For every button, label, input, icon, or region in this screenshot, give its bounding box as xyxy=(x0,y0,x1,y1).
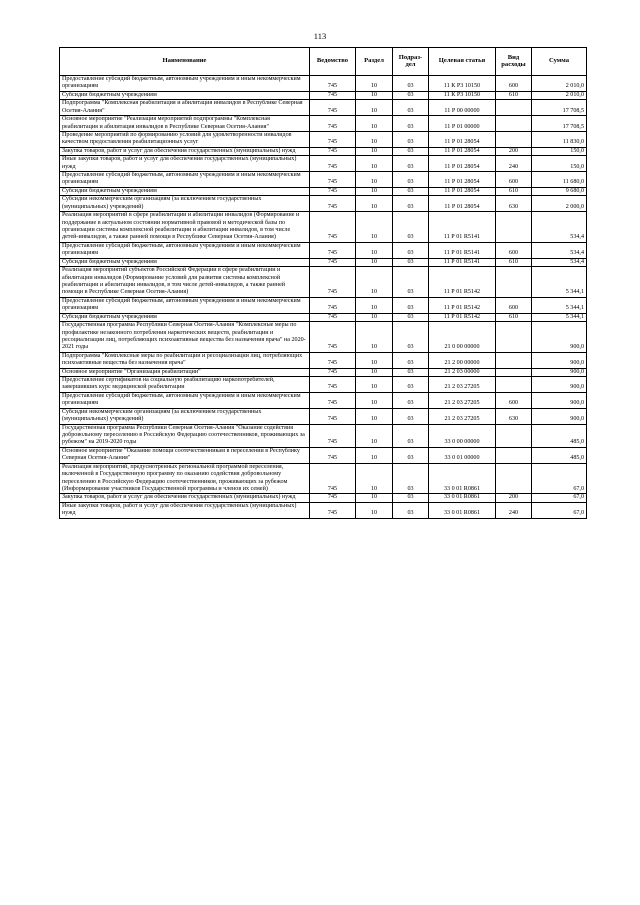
row-subsection: 03 xyxy=(393,392,429,408)
row-dept: 745 xyxy=(310,502,356,518)
row-name: Подпрограмма "Комплексная реабилитация и абилитация инвалидов в Республике Северная Осетия-Алания" xyxy=(60,100,310,116)
table-body xyxy=(60,76,587,519)
row-dept: 745 xyxy=(310,258,356,266)
row-expense-type xyxy=(496,100,532,116)
row-section: 10 xyxy=(356,408,393,424)
header-subsection: Подраз-дел xyxy=(393,48,429,76)
table-row xyxy=(60,187,587,195)
row-amount: 17 708,5 xyxy=(532,100,587,116)
row-target: 11 Р 01 28054 xyxy=(429,156,496,172)
header-name: Наименование xyxy=(60,48,310,76)
row-expense-type: 200 xyxy=(496,147,532,155)
table-row xyxy=(60,392,587,408)
row-section: 10 xyxy=(356,424,393,447)
row-target: 11 Р 01 R5141 xyxy=(429,258,496,266)
row-name: Предоставление субсидий бюджетным, автономным учреждениям и иным некоммерческим организациям xyxy=(60,392,310,408)
row-section: 10 xyxy=(356,297,393,313)
row-dept: 745 xyxy=(310,313,356,321)
row-target: 21 0 00 00000 xyxy=(429,322,496,353)
row-section: 10 xyxy=(356,187,393,195)
row-section: 10 xyxy=(356,100,393,116)
table-row xyxy=(60,377,587,393)
table-row xyxy=(60,494,587,502)
row-dept: 745 xyxy=(310,76,356,92)
row-target: 11 Р 01 28054 xyxy=(429,131,496,147)
row-dept: 745 xyxy=(310,377,356,393)
page-number: 113 xyxy=(313,31,327,41)
header-amount: Сумма xyxy=(532,48,587,76)
table-row xyxy=(60,147,587,155)
row-expense-type: 600 xyxy=(496,392,532,408)
row-dept: 745 xyxy=(310,494,356,502)
table-row xyxy=(60,502,587,518)
row-dept: 745 xyxy=(310,156,356,172)
row-subsection: 03 xyxy=(393,131,429,147)
row-dept: 745 xyxy=(310,172,356,188)
row-name: Предоставление субсидий бюджетным, автономным учреждениям и иным некоммерческим организациям xyxy=(60,242,310,258)
row-name: Закупка товаров, работ и услуг для обеспечения государственных (муниципальных) нужд xyxy=(60,494,310,502)
row-target: 11 К Р3 10150 xyxy=(429,76,496,92)
table-header-row xyxy=(60,48,587,76)
row-dept: 745 xyxy=(310,392,356,408)
row-expense-type: 630 xyxy=(496,196,532,212)
row-dept: 745 xyxy=(310,212,356,243)
row-amount: 67,0 xyxy=(532,502,587,518)
row-target: 33 0 01 R0861 xyxy=(429,494,496,502)
row-amount: 534,4 xyxy=(532,212,587,243)
row-dept: 745 xyxy=(310,463,356,494)
row-target: 11 Р 01 R5141 xyxy=(429,212,496,243)
row-subsection: 03 xyxy=(393,76,429,92)
row-section: 10 xyxy=(356,352,393,368)
row-subsection: 03 xyxy=(393,408,429,424)
row-dept: 745 xyxy=(310,147,356,155)
header-section: Раздел xyxy=(356,48,393,76)
row-dept: 745 xyxy=(310,424,356,447)
row-amount: 485,0 xyxy=(532,424,587,447)
row-subsection: 03 xyxy=(393,156,429,172)
row-amount: 67,0 xyxy=(532,463,587,494)
row-subsection: 03 xyxy=(393,242,429,258)
row-dept: 745 xyxy=(310,447,356,463)
row-subsection: 03 xyxy=(393,297,429,313)
row-subsection: 03 xyxy=(393,147,429,155)
row-target: 33 0 00 00000 xyxy=(429,424,496,447)
row-subsection: 03 xyxy=(393,502,429,518)
row-name: Предоставление сертификатов на социальную реабилитацию наркопотребителей, завершивших курс медицинской реабилитации xyxy=(60,377,310,393)
row-expense-type xyxy=(496,352,532,368)
row-amount: 485,0 xyxy=(532,447,587,463)
row-dept: 745 xyxy=(310,297,356,313)
row-name: Реализация мероприятий в сфере реабилитации и абилитации инвалидов (Формирование и поддержание в актуальном состоянии нормативной правовой и методической базы по организации системы комплексной реабилитации и абилитации инвалидов, в том числе детей-инвалидов, а также ранней помощи в Республике Северная Осетия-Алания) xyxy=(60,212,310,243)
table-row xyxy=(60,424,587,447)
row-expense-type xyxy=(496,377,532,393)
row-section: 10 xyxy=(356,258,393,266)
row-target: 33 0 01 R0861 xyxy=(429,502,496,518)
row-target: 21 2 03 00000 xyxy=(429,368,496,376)
row-name: Субсидии бюджетным учреждениям xyxy=(60,187,310,195)
row-section: 10 xyxy=(356,494,393,502)
row-amount: 11 680,0 xyxy=(532,172,587,188)
header-dept: Ведомство xyxy=(310,48,356,76)
row-section: 10 xyxy=(356,196,393,212)
row-dept: 745 xyxy=(310,91,356,99)
row-name: Иные закупки товаров, работ и услуг для обеспечения государственных (муниципальных) нужд xyxy=(60,156,310,172)
row-name: Государственная программа Республики Северная Осетия-Алания "Оказание содействия добровольному переселению в Российскую Федерацию соотечественников, проживающих за рубежом" на 2019-2020 годы xyxy=(60,424,310,447)
row-amount: 2 010,0 xyxy=(532,91,587,99)
row-section: 10 xyxy=(356,156,393,172)
row-amount: 150,0 xyxy=(532,156,587,172)
table-row xyxy=(60,322,587,353)
row-amount: 11 830,0 xyxy=(532,131,587,147)
row-amount: 150,0 xyxy=(532,147,587,155)
row-expense-type xyxy=(496,116,532,132)
row-dept: 745 xyxy=(310,131,356,147)
row-target: 11 К Р3 10150 xyxy=(429,91,496,99)
row-target: 33 0 01 00000 xyxy=(429,447,496,463)
row-amount: 900,0 xyxy=(532,392,587,408)
row-amount: 900,0 xyxy=(532,352,587,368)
row-name: Предоставление субсидий бюджетным, автономным учреждениям и иным некоммерческим организациям xyxy=(60,76,310,92)
table-row xyxy=(60,463,587,494)
row-subsection: 03 xyxy=(393,463,429,494)
row-amount: 67,0 xyxy=(532,494,587,502)
row-expense-type xyxy=(496,368,532,376)
row-dept: 745 xyxy=(310,187,356,195)
row-name: Субсидии некоммерческим организациям (за исключением государственных (муниципальных) учреждений) xyxy=(60,196,310,212)
row-section: 10 xyxy=(356,322,393,353)
row-name: Основное мероприятие "Оказание помощи соотечественникам в переселении в Республику Северная Осетия-Алания" xyxy=(60,447,310,463)
row-expense-type: 600 xyxy=(496,172,532,188)
table-row xyxy=(60,91,587,99)
header-target: Целевая статья xyxy=(429,48,496,76)
row-name: Предоставление субсидий бюджетным, автономным учреждениям и иным некоммерческим организациям xyxy=(60,297,310,313)
row-subsection: 03 xyxy=(393,352,429,368)
row-expense-type xyxy=(496,463,532,494)
row-section: 10 xyxy=(356,212,393,243)
row-subsection: 03 xyxy=(393,377,429,393)
row-expense-type: 610 xyxy=(496,313,532,321)
row-dept: 745 xyxy=(310,368,356,376)
row-amount: 534,4 xyxy=(532,258,587,266)
row-section: 10 xyxy=(356,267,393,298)
row-subsection: 03 xyxy=(393,368,429,376)
row-subsection: 03 xyxy=(393,172,429,188)
row-target: 11 Р 01 R5142 xyxy=(429,297,496,313)
row-dept: 745 xyxy=(310,322,356,353)
row-name: Субсидии некоммерческим организациям (за исключением государственных (муниципальных) учреждений) xyxy=(60,408,310,424)
table-row xyxy=(60,212,587,243)
row-expense-type xyxy=(496,267,532,298)
row-section: 10 xyxy=(356,242,393,258)
row-expense-type: 600 xyxy=(496,242,532,258)
table-row xyxy=(60,242,587,258)
row-expense-type: 200 xyxy=(496,494,532,502)
row-section: 10 xyxy=(356,116,393,132)
row-section: 10 xyxy=(356,463,393,494)
row-name: Субсидии бюджетным учреждениям xyxy=(60,91,310,99)
table-row xyxy=(60,313,587,321)
row-section: 10 xyxy=(356,313,393,321)
row-target: 11 Р 01 28054 xyxy=(429,187,496,195)
row-subsection: 03 xyxy=(393,91,429,99)
row-section: 10 xyxy=(356,91,393,99)
row-subsection: 03 xyxy=(393,447,429,463)
row-name: Предоставление субсидий бюджетным, автономным учреждениям и иным некоммерческим организациям xyxy=(60,172,310,188)
row-section: 10 xyxy=(356,131,393,147)
row-amount: 2 010,0 xyxy=(532,76,587,92)
row-name: Субсидии бюджетным учреждениям xyxy=(60,313,310,321)
table-row xyxy=(60,352,587,368)
row-amount: 534,4 xyxy=(532,242,587,258)
table-row xyxy=(60,172,587,188)
row-name: Государственная программа Республики Северная Осетия-Алания "Комплексные меры по профилактике незаконного потребления наркотических веществ, реабилитации и ресоциализации лиц, потребляющих психоактивные вещества без назначения врача" на 2020-2021 годы xyxy=(60,322,310,353)
row-target: 11 Р 01 R5142 xyxy=(429,267,496,298)
row-name: Субсидии бюджетным учреждениям xyxy=(60,258,310,266)
row-name: Реализация мероприятий субъектов Российской Федерации в сфере реабилитации и абилитации инвалидов (Формирование условий для развития системы комплексной реабилитации и абилитации инвалидов, в том числе детей-инвалидов, а также ранней помощи в Республике Северная Осетия-Алания) xyxy=(60,267,310,298)
row-target: 21 2 00 00000 xyxy=(429,352,496,368)
row-expense-type: 600 xyxy=(496,76,532,92)
table-row xyxy=(60,156,587,172)
row-dept: 745 xyxy=(310,100,356,116)
row-subsection: 03 xyxy=(393,267,429,298)
row-target: 11 Р 00 00000 xyxy=(429,100,496,116)
row-section: 10 xyxy=(356,447,393,463)
row-subsection: 03 xyxy=(393,100,429,116)
row-amount: 17 708,5 xyxy=(532,116,587,132)
table-row xyxy=(60,258,587,266)
row-target: 33 0 01 R0861 xyxy=(429,463,496,494)
row-name: Реализация мероприятий, предусмотренных региональной программой переселения, включенной в Государственную программу по оказанию содействия добровольному переселению в Российскую Федерацию соотечественников, проживающих за рубежом (Информирование участников Государственной программы и членов их семей) xyxy=(60,463,310,494)
row-expense-type: 240 xyxy=(496,502,532,518)
row-name: Основное мероприятие "Реализация мероприятий подпрограммы "Комплексная реабилитация и абилитация инвалидов в Республике Северная Осетия-Алания" xyxy=(60,116,310,132)
row-subsection: 03 xyxy=(393,116,429,132)
row-expense-type: 630 xyxy=(496,408,532,424)
row-section: 10 xyxy=(356,76,393,92)
row-amount: 5 344,1 xyxy=(532,297,587,313)
row-target: 11 Р 01 28054 xyxy=(429,147,496,155)
table-row xyxy=(60,131,587,147)
row-subsection: 03 xyxy=(393,313,429,321)
row-amount: 5 344,1 xyxy=(532,313,587,321)
row-amount: 900,0 xyxy=(532,368,587,376)
row-amount: 9 680,0 xyxy=(532,187,587,195)
row-name: Иные закупки товаров, работ и услуг для обеспечения государственных (муниципальных) нужд xyxy=(60,502,310,518)
row-section: 10 xyxy=(356,392,393,408)
row-dept: 745 xyxy=(310,242,356,258)
row-expense-type: 610 xyxy=(496,91,532,99)
table-row xyxy=(60,100,587,116)
table-row xyxy=(60,368,587,376)
row-name: Подпрограмма "Комплексные меры по реабилитации и ресоциализации лиц, потребляющих психоактивные вещества без назначения врача" xyxy=(60,352,310,368)
table-row xyxy=(60,116,587,132)
row-dept: 745 xyxy=(310,267,356,298)
header-expense-type: Вид расходы xyxy=(496,48,532,76)
row-name: Проведение мероприятий по формированию условий для удовлетворенности инвалидов качеством предоставления реабилитационных услуг xyxy=(60,131,310,147)
table-row xyxy=(60,447,587,463)
row-subsection: 03 xyxy=(393,258,429,266)
row-expense-type xyxy=(496,212,532,243)
row-expense-type: 240 xyxy=(496,156,532,172)
row-expense-type xyxy=(496,424,532,447)
row-expense-type: 610 xyxy=(496,187,532,195)
row-dept: 745 xyxy=(310,116,356,132)
row-amount: 900,0 xyxy=(532,408,587,424)
row-subsection: 03 xyxy=(393,187,429,195)
table-row xyxy=(60,267,587,298)
row-amount: 900,0 xyxy=(532,377,587,393)
row-target: 11 Р 01 00000 xyxy=(429,116,496,132)
row-section: 10 xyxy=(356,377,393,393)
row-target: 21 2 03 27205 xyxy=(429,408,496,424)
row-expense-type: 610 xyxy=(496,258,532,266)
row-subsection: 03 xyxy=(393,494,429,502)
row-expense-type: 600 xyxy=(496,297,532,313)
budget-table xyxy=(59,47,587,519)
row-subsection: 03 xyxy=(393,424,429,447)
row-expense-type xyxy=(496,131,532,147)
table-row xyxy=(60,408,587,424)
row-subsection: 03 xyxy=(393,212,429,243)
row-dept: 745 xyxy=(310,408,356,424)
row-amount: 5 344,1 xyxy=(532,267,587,298)
row-target: 21 2 03 27205 xyxy=(429,392,496,408)
row-amount: 900,0 xyxy=(532,322,587,353)
row-section: 10 xyxy=(356,368,393,376)
table-row xyxy=(60,196,587,212)
table-row xyxy=(60,76,587,92)
row-target: 11 Р 01 28054 xyxy=(429,172,496,188)
row-amount: 2 000,0 xyxy=(532,196,587,212)
row-target: 11 Р 01 28054 xyxy=(429,196,496,212)
row-expense-type xyxy=(496,447,532,463)
row-subsection: 03 xyxy=(393,322,429,353)
table-row xyxy=(60,297,587,313)
row-name: Основное мероприятие "Организация реабилитации" xyxy=(60,368,310,376)
row-name: Закупка товаров, работ и услуг для обеспечения государственных (муниципальных) нужд xyxy=(60,147,310,155)
row-expense-type xyxy=(496,322,532,353)
row-section: 10 xyxy=(356,502,393,518)
row-dept: 745 xyxy=(310,352,356,368)
row-subsection: 03 xyxy=(393,196,429,212)
row-dept: 745 xyxy=(310,196,356,212)
row-target: 11 Р 01 R5141 xyxy=(429,242,496,258)
row-target: 21 2 03 27205 xyxy=(429,377,496,393)
row-target: 11 Р 01 R5142 xyxy=(429,313,496,321)
row-section: 10 xyxy=(356,172,393,188)
row-section: 10 xyxy=(356,147,393,155)
